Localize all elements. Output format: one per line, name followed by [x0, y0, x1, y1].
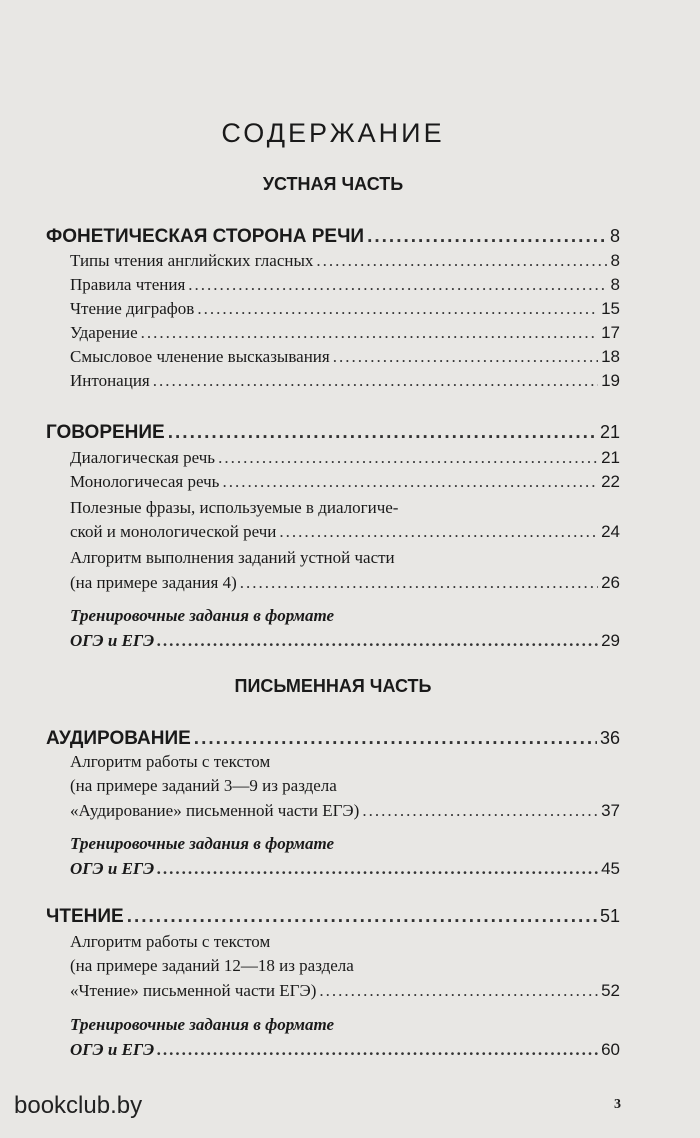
toc-entry-label: Диалогическая речь	[70, 448, 216, 467]
toc-section[interactable]	[46, 726, 620, 750]
dot-leader	[316, 249, 607, 273]
toc-entry-label: ской и монологической речи	[70, 522, 277, 541]
page-number: 3	[614, 1097, 621, 1112]
dot-leader	[188, 273, 607, 297]
dot-leader	[157, 629, 598, 653]
toc-entry-page: 21	[601, 448, 620, 467]
toc-section[interactable]	[46, 224, 620, 248]
toc-entry-label: Ударение	[70, 323, 138, 342]
toc-entry-page: 8	[610, 275, 620, 294]
toc-entry-page: 24	[601, 522, 620, 541]
toc-entry-label: ОГЭ и ЕГЭ	[70, 1040, 155, 1059]
toc-entry-label: ОГЭ и ЕГЭ	[70, 631, 155, 650]
toc-entry[interactable]	[70, 345, 620, 369]
toc-entry-page: 26	[601, 573, 620, 592]
toc-section[interactable]	[46, 904, 620, 928]
toc-entry-page: 15	[601, 299, 620, 318]
toc-section-label: АУДИРОВАНИЕ	[46, 728, 191, 749]
dot-leader	[333, 345, 598, 369]
toc-entry-line: (на примере заданий 3—9 из раздела	[70, 776, 337, 795]
toc-entry-page: 45	[601, 859, 620, 878]
toc-entry-line: Тренировочные задания в формате	[70, 834, 335, 853]
toc-entry[interactable]	[70, 571, 620, 595]
toc-entry-label: «Чтение» письменной части ЕГЭ)	[70, 981, 317, 1000]
part-heading: ПИСЬМЕННАЯ ЧАСТЬ	[234, 676, 432, 696]
dot-leader	[168, 421, 597, 445]
toc-entry-label: (на примере задания 4)	[70, 573, 237, 592]
toc-entry[interactable]	[70, 446, 620, 470]
dot-leader	[197, 297, 598, 321]
dot-leader	[319, 979, 598, 1003]
toc-section-page: 21	[599, 422, 620, 442]
toc-section-label: ЧТЕНИЕ	[46, 906, 124, 927]
dot-leader	[218, 446, 598, 470]
toc-section[interactable]	[46, 420, 620, 444]
toc-entry-page: 52	[601, 981, 620, 1000]
dot-leader	[141, 321, 598, 345]
toc-entry-label: «Аудирование» письменной части ЕГЭ)	[70, 801, 360, 820]
toc-entry-line: Полезные фразы, используемые в диалогиче-	[70, 498, 399, 517]
toc-section-label: ГОВОРЕНИЕ	[46, 422, 165, 443]
toc-entry-label: Смысловое членение высказывания	[70, 347, 330, 366]
toc-section-page: 8	[609, 226, 620, 246]
toc-entry[interactable]	[70, 297, 620, 321]
toc-entry-page: 60	[601, 1040, 620, 1059]
toc-entry-page: 29	[601, 631, 620, 650]
dot-leader	[194, 727, 597, 751]
toc-entry[interactable]	[70, 249, 620, 273]
dot-leader	[157, 1038, 598, 1062]
toc-entry-line: (на примере заданий 12—18 из раздела	[70, 956, 354, 975]
dot-leader	[222, 470, 598, 494]
toc-entry[interactable]	[70, 799, 620, 823]
toc-entry-label: ОГЭ и ЕГЭ	[70, 859, 155, 878]
toc-entry-line: Алгоритм выполнения заданий устной части	[70, 548, 395, 567]
toc-entry[interactable]	[70, 369, 620, 393]
toc-entry[interactable]	[70, 470, 620, 494]
toc-section-page: 51	[599, 906, 620, 926]
dot-leader	[157, 857, 598, 881]
toc-entry-line: Алгоритм работы с текстом	[70, 752, 271, 771]
dot-leader	[127, 905, 597, 929]
toc-entry-label: Интонация	[70, 371, 150, 390]
toc-entry-label: Чтение диграфов	[70, 299, 195, 318]
toc-entry-page: 8	[610, 251, 620, 270]
toc-entry[interactable]	[70, 321, 620, 345]
toc-entry-line: Тренировочные задания в формате	[70, 1015, 335, 1034]
toc-entry[interactable]	[70, 520, 620, 544]
toc-entry[interactable]	[70, 273, 620, 297]
dot-leader	[279, 520, 598, 544]
toc-entry[interactable]	[70, 1038, 620, 1062]
page-title: СОДЕРЖАНИЕ	[221, 118, 445, 148]
toc-entry-label: Типы чтения английских гласных	[70, 251, 314, 270]
toc-entry-page: 19	[601, 371, 620, 390]
toc-entry[interactable]	[70, 629, 620, 653]
toc-entry-page: 37	[601, 801, 620, 820]
toc-entry-page: 18	[601, 347, 620, 366]
dot-leader	[367, 225, 607, 249]
toc-entry[interactable]	[70, 857, 620, 881]
dot-leader	[362, 799, 598, 823]
toc-entry[interactable]	[70, 979, 620, 1003]
part-heading: УСТНАЯ ЧАСТЬ	[262, 174, 404, 194]
toc-section-label: ФОНЕТИЧЕСКАЯ СТОРОНА РЕЧИ	[46, 226, 365, 247]
toc-entry-label: Правила чтения	[70, 275, 186, 294]
toc-entry-page: 17	[601, 323, 620, 342]
toc-entry-line: Тренировочные задания в формате	[70, 606, 335, 625]
toc-entry-page: 22	[601, 472, 620, 491]
toc-entry-label: Монологичесая речь	[70, 472, 220, 491]
watermark: bookclub.by	[14, 1092, 143, 1119]
dot-leader	[153, 369, 598, 393]
dot-leader	[240, 571, 598, 595]
toc-section-page: 36	[599, 728, 620, 748]
toc-entry-line: Алгоритм работы с текстом	[70, 932, 271, 951]
